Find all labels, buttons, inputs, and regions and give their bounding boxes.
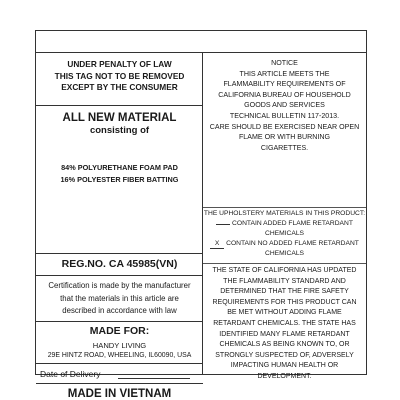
notice-line: CIGARETTES.: [260, 143, 309, 152]
state-line: REQUIREMENTS FOR THIS PRODUCT CAN: [212, 298, 357, 306]
notice-line: FLAME OR WITH BURNING: [238, 133, 331, 142]
composition-line: 84% POLYURETHANE FOAM PAD: [61, 163, 178, 172]
law-line: EXCEPT BY THE CONSUMER: [61, 82, 178, 92]
option-continuation: CHEMICALS: [264, 250, 305, 257]
company-name: HANDY LIVING: [92, 341, 147, 350]
upholstery-intro: THE UPHOLSTERY MATERIALS IN THIS PRODUCT:: [203, 210, 366, 217]
state-statement: [203, 266, 366, 383]
delivery-section: [36, 364, 203, 384]
upholstery-option: [203, 219, 366, 229]
law-notice-section: [36, 53, 203, 106]
notice-line: NOTICE: [271, 59, 298, 67]
state-line: IDENTIFIED MANY FLAME RETARDANT: [219, 330, 350, 338]
country-of-origin: MADE IN VIETNAM: [67, 388, 172, 400]
notice-divider: [203, 207, 366, 208]
upholstery-statement: [203, 209, 366, 259]
material-section: [36, 106, 203, 254]
state-line: DETERMINED THAT THE FIRE SAFETY: [220, 288, 349, 296]
registration-section: [36, 254, 203, 276]
notice-line: CALIFORNIA BUREAU OF HOUSEHOLD: [218, 90, 351, 99]
material-subheading: consisting of: [89, 125, 150, 136]
option-label: CONTAIN NO ADDED FLAME RETARDANT: [226, 240, 359, 247]
law-line: THIS TAG NOT TO BE REMOVED: [54, 70, 185, 81]
state-line: STRONGLY SUSPECTED OF, ADVERSELY: [215, 351, 354, 359]
notice-line: GOODS AND SERVICES: [244, 101, 325, 110]
option-label: CONTAIN ADDED FLAME RETARDANT: [232, 220, 353, 227]
delivery-label: Date of Delivery: [40, 369, 101, 379]
state-line: CHEMICALS AS BEING KNOWN TO, OR: [219, 341, 350, 349]
notice-line: TECHNICAL BULLETIN 117-2013.: [229, 111, 340, 120]
upholstery-option: [203, 239, 366, 249]
left-column: [36, 53, 203, 400]
certification-section: [36, 276, 203, 322]
made-for-heading: MADE FOR:: [89, 325, 150, 337]
delivery-date-line: [118, 378, 190, 379]
law-line: UNDER PENALTY OF LAW: [67, 59, 172, 69]
upholstery-divider: [203, 263, 366, 264]
notice-line: FLAMMABILITY REQUIREMENTS OF: [223, 80, 346, 89]
composition-line: 16% POLYESTER FIBER BATTING: [60, 174, 179, 184]
option-checkmark: X: [210, 240, 224, 249]
state-line: DEVELOPMENT.: [257, 372, 312, 380]
state-line: THE STATE OF CALIFORNIA HAS UPDATED: [212, 267, 357, 274]
state-line: BE MET WITHOUT ADDING FLAME: [227, 309, 342, 317]
state-line: RETARDANT CHEMICALS. THE STATE HAS: [213, 319, 356, 327]
right-column: [203, 53, 366, 380]
notice-line: THIS ARTICLE MEETS THE: [239, 69, 330, 78]
company-address: 29E HINTZ ROAD, WHEELING, IL60090, USA: [47, 351, 192, 359]
tag-top-strip: [36, 31, 366, 53]
composition-list: [36, 162, 203, 185]
state-line: THE FLAMMABILITY STANDARD AND: [223, 277, 346, 285]
made-for-section: [36, 322, 203, 364]
option-checkmark: [216, 224, 230, 225]
registration-number: REG.NO. CA 45985(VN): [61, 258, 178, 270]
certification-line: Certification is made by the manufacturer: [48, 281, 191, 290]
notice-line: CARE SHOULD BE EXERCISED NEAR OPEN: [209, 122, 360, 131]
certification-line: described in accordance with law: [62, 306, 177, 315]
certification-line: that the materials in this article are: [60, 293, 179, 303]
flammability-notice: [203, 58, 366, 153]
state-line: IMPACTING HUMAN HEALTH OR: [230, 362, 339, 370]
option-continuation: CHEMICALS: [264, 230, 305, 237]
law-label-tag: [35, 30, 367, 400]
material-heading: ALL NEW MATERIAL: [62, 112, 177, 124]
origin-section: [36, 384, 203, 400]
